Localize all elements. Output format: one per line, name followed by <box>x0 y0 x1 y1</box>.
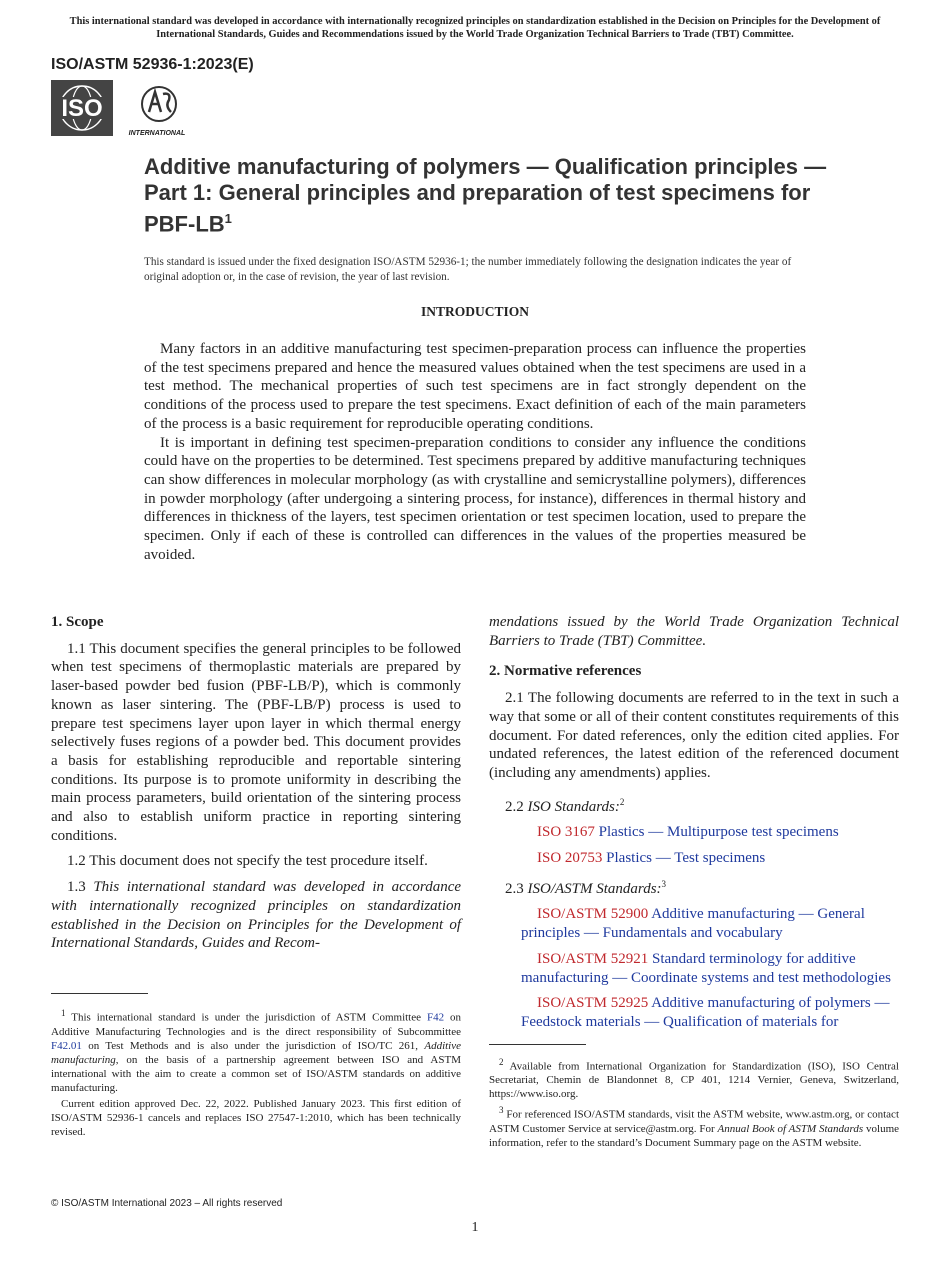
introduction-paragraph: Many factors in an additive manufacturing test specimen-preparation process can influence the properties of the test specimens prepared and hence the measured values obtained when the test specimens are used in a test method. The mechanical properties of such test specimens are in fact strongly dependent on the conditions of the process used to prepare the test specimens. Exact definition of each of the main parameters of the process is a basic requirement for reproducible operating conditions. <box>144 341 806 432</box>
title-footnote-mark: 1 <box>224 211 232 226</box>
page-number: 1 <box>471 1220 479 1235</box>
subcommittee-link[interactable]: F42.01 <box>51 1039 82 1052</box>
footnotes-left <box>51 1006 461 1139</box>
introduction-body <box>144 340 806 564</box>
document-designation: ISO/ASTM 52936-1:2023(E) <box>51 56 254 73</box>
astm-standards-label: 2.3 ISO/ASTM Standards:$^3$ <box>505 878 667 897</box>
right-column <box>489 613 899 1152</box>
title-text: Additive manufacturing of polymers — Qualification principles — Part 1: General principles and preparation of test specimens for PBF-LB <box>144 154 827 237</box>
left-column <box>51 613 461 1141</box>
astm-logo <box>125 82 189 138</box>
normative-heading: 2. Normative references <box>489 663 642 680</box>
footnote-3: $^3$ For referenced ISO/ASTM standards, visit the ASTM website, www.astm.org, or contact ASTM Customer Service at service@astm.org. For Annual Book of ASTM Standards volume information, refer to the standard’s Document Summary page on the ASTM website. <box>489 1105 900 1149</box>
reference-item[interactable]: ISO 20753 Plastics — Test specimens <box>537 850 766 867</box>
reference-item[interactable]: ISO 3167 Plastics — Multipurpose test specimens <box>537 824 839 841</box>
reference-item[interactable]: ISO/ASTM 52925 Additive manufacturing of polymers — Feedstock materials — Qualification of materials for <box>521 995 890 1030</box>
introduction-paragraph: It is important in defining test specimen-preparation conditions to consider any influence the conditions could have on the properties to be determined. Test specimens prepared by additive manufacturing techniques can show differences in molecular morphology (as with crystalline and semicrystalline polymers), differences in powder morphology (after undergoing a sintering process, for instance), differences in thermal history and differences in thickness of the layers, test specimen orientation or test specimen location, used to prepare the specimen. Only if each of these is controlled can differences in the values of the properties measured be avoided. <box>144 434 806 563</box>
astm-logo-text: INTERNATIONAL <box>128 130 186 137</box>
document-title <box>144 154 844 237</box>
copyright-notice: © ISO/ASTM International 2023 – All rights reserved <box>51 1198 283 1209</box>
scope-paragraph <box>51 878 461 953</box>
footnote-2: $^2$ Available from International Organization for Standardization (ISO), ISO Central Secretariat, Chemin de Blandonnet 8, CP 401, 1214 Vernier, Geneva, Switzerland, https://www.iso.org. <box>489 1056 899 1101</box>
iso-logo <box>51 80 113 136</box>
scope-heading: 1. Scope <box>51 614 104 630</box>
footnote-1: $^1$ This international standard is under the jurisdiction of ASTM Committee F42 on Additive Manufacturing Technologies and is the direct responsibility of Subcommittee F42.01 on Test Methods and is also under the jurisdiction of ISO/TC 261, Additive manufacturing, on the basis of a partnership agreement between ISO and ASTM international with the aim to create a common set of ISO/ASTM standards on additive manufacturing. <box>51 1007 462 1094</box>
footnotes-right <box>489 1055 899 1150</box>
committee-link[interactable]: F42 <box>426 1011 445 1024</box>
iso-logo-text: ISO <box>61 95 103 122</box>
scope-continuation: mendations issued by the World Trade Organization Technical Barriers to Trade (TBT) Committee. <box>489 614 899 649</box>
clause-number: 1.3 <box>67 879 86 896</box>
publication-notice: This international standard was developed in accordance with internationally recognized principles on standardization established in the Decision on Principles for the Development of International Standards, Guides and Recommendations issued by the World Trade Organization Technical Barriers to Trade (TBT) Committee. <box>69 16 881 40</box>
normative-paragraph: 2.1 The following documents are referred to in the text in such a way that some or all of their content constitutes requirements of this document. For dated references, only the edition cited applies. For undated references, the latest edition of the referenced document (including any amendments) applies. <box>489 690 899 781</box>
reference-item[interactable]: ISO/ASTM 52921 Standard terminology for additive manufacturing — Coordinate systems and test methodologies <box>521 950 891 986</box>
issued-note: This standard is issued under the fixed designation ISO/ASTM 52936-1; the number immediately following the designation indicates the year of original adoption or, in the case of revision, the year of last revision. <box>144 256 792 283</box>
reference-item[interactable]: ISO/ASTM 52900 Additive manufacturing — General principles — Fundamentals and vocabulary <box>521 906 865 942</box>
edition-note: Current edition approved Dec. 22, 2022. Published January 2023. This first edition of ISO/ASTM 52936-1 cancels and replaces ISO 27547-1:2010, which has been technically revised. <box>51 1097 461 1138</box>
introduction-heading: INTRODUCTION <box>420 304 529 319</box>
scope-italic-text: This international standard was developed in accordance with internationally recognized principles on standardization established in the Decision on Principles for the Development of International Standards, Guides and Recom- <box>51 879 462 952</box>
scope-paragraph: 1.1 This document specifies the general principles to be followed when test specimens of thermoplastic materials are prepared by laser-based powder bed fusion (PBF-LB/P), which is commonly known as laser sintering. The (PBF-LB/P) process is used to prepare test specimens layer upon layer in which thermal energy selectively fuses regions of a powder bed. This document provides a basis for establishing reproducible and reportable sintering conditions. Its purpose is to promote uniformity in describing the main process parameters, build orientation of the sintering process and also to establish uniform practice in reporting sintering conditions. <box>51 640 461 844</box>
iso-standards-label: 2.2 ISO Standards:$^2$ <box>505 796 625 815</box>
footnote-divider <box>51 993 148 994</box>
scope-paragraph: 1.2 This document does not specify the test procedure itself. <box>67 853 428 870</box>
footnote-divider <box>489 1044 586 1045</box>
